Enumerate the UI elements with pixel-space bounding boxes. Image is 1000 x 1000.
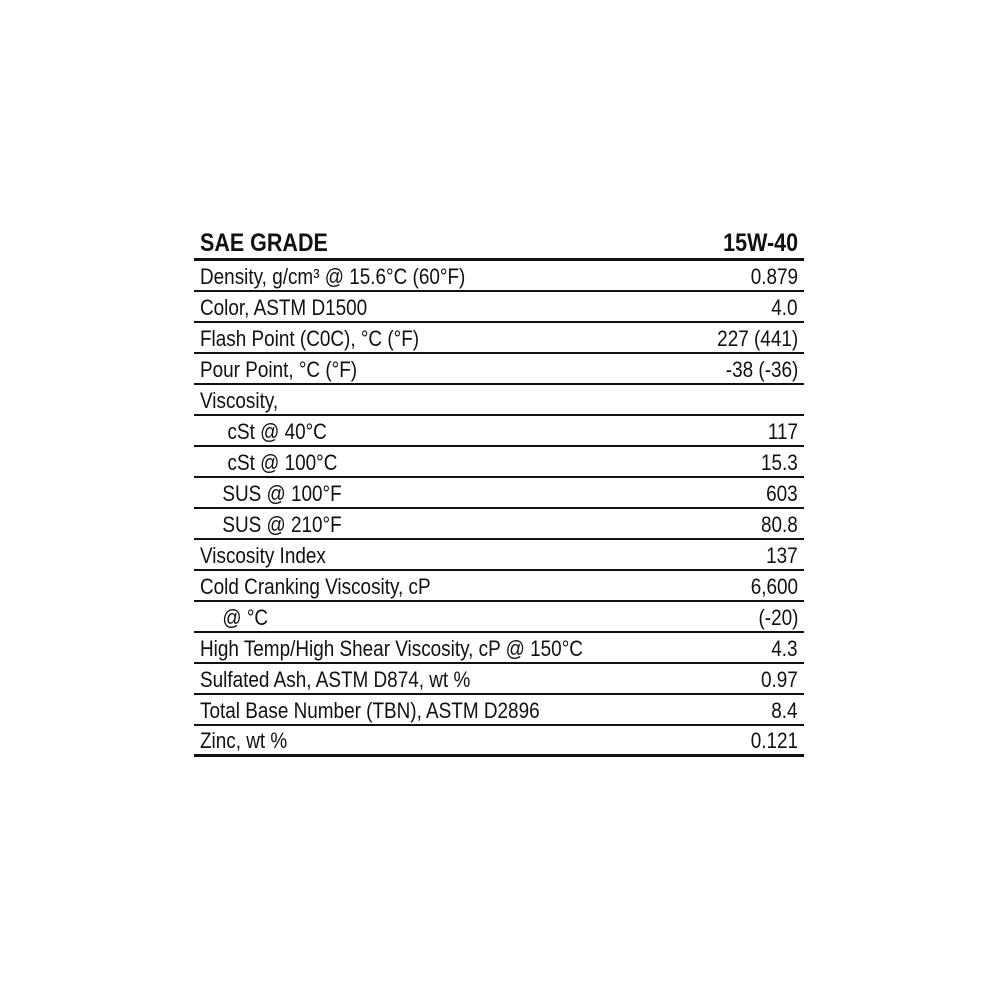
row-label: Flash Point (C0C), °C (°F) — [200, 326, 420, 351]
row-label: Density, g/cm³ @ 15.6°C (60°F) — [200, 264, 466, 289]
table-row-viscosity — [194, 385, 804, 416]
table-row-density — [194, 261, 804, 292]
row-label: Sulfated Ash, ASTM D874, wt % — [200, 667, 471, 692]
table-row-cold-cranking — [194, 571, 804, 602]
row-value: (-20) — [758, 605, 798, 630]
row-value: 6,600 — [750, 574, 798, 599]
row-label: Viscosity Index — [200, 543, 326, 568]
row-label: Cold Cranking Viscosity, cP — [200, 574, 431, 599]
row-value: 117 — [767, 419, 798, 444]
table-row-hths — [194, 633, 804, 664]
row-value: 4.0 — [771, 295, 798, 320]
row-label: Total Base Number (TBN), ASTM D2896 — [200, 698, 540, 723]
row-label: cSt @ 100°C — [227, 450, 338, 475]
row-value: 8.4 — [771, 698, 798, 723]
table-row-zinc — [194, 726, 804, 757]
header-label: SAE GRADE — [200, 229, 328, 257]
row-value: 0.97 — [761, 667, 798, 692]
row-value: 603 — [766, 481, 798, 506]
row-label: Zinc, wt % — [200, 728, 288, 753]
row-value: 15.3 — [761, 450, 798, 475]
row-label: Color, ASTM D1500 — [200, 295, 368, 320]
row-value: 0.879 — [750, 264, 798, 289]
row-label: SUS @ 210°F — [222, 512, 342, 537]
row-label: @ °C — [222, 605, 269, 630]
row-label: SUS @ 100°F — [222, 481, 342, 506]
table-row-sulfated-ash — [194, 664, 804, 695]
table-row-tbn — [194, 695, 804, 726]
table-row-pour-point — [194, 354, 804, 385]
table-row-color — [194, 292, 804, 323]
row-value: 4.3 — [771, 636, 798, 661]
table-row-cold-cranking-temp — [194, 602, 804, 633]
row-value: 227 (441) — [716, 326, 798, 351]
row-label: cSt @ 40°C — [227, 419, 327, 444]
header-grade: 15W-40 — [723, 229, 798, 257]
table-row-sus-210 — [194, 509, 804, 540]
table-row-cst-40 — [194, 416, 804, 447]
table-header — [194, 226, 804, 261]
row-value: 0.121 — [750, 728, 798, 753]
table-row-cst-100 — [194, 447, 804, 478]
row-label: Pour Point, °C (°F) — [200, 357, 358, 382]
row-label: Viscosity, — [200, 388, 279, 413]
row-value: 137 — [766, 543, 798, 568]
row-label: High Temp/High Shear Viscosity, cP @ 150°C — [200, 636, 583, 661]
row-value: -38 (-36) — [725, 357, 798, 382]
row-value: 80.8 — [761, 512, 798, 537]
table-row-sus-100 — [194, 478, 804, 509]
table-row-viscosity-index — [194, 540, 804, 571]
spec-table — [194, 226, 804, 757]
table-row-flash-point — [194, 323, 804, 354]
